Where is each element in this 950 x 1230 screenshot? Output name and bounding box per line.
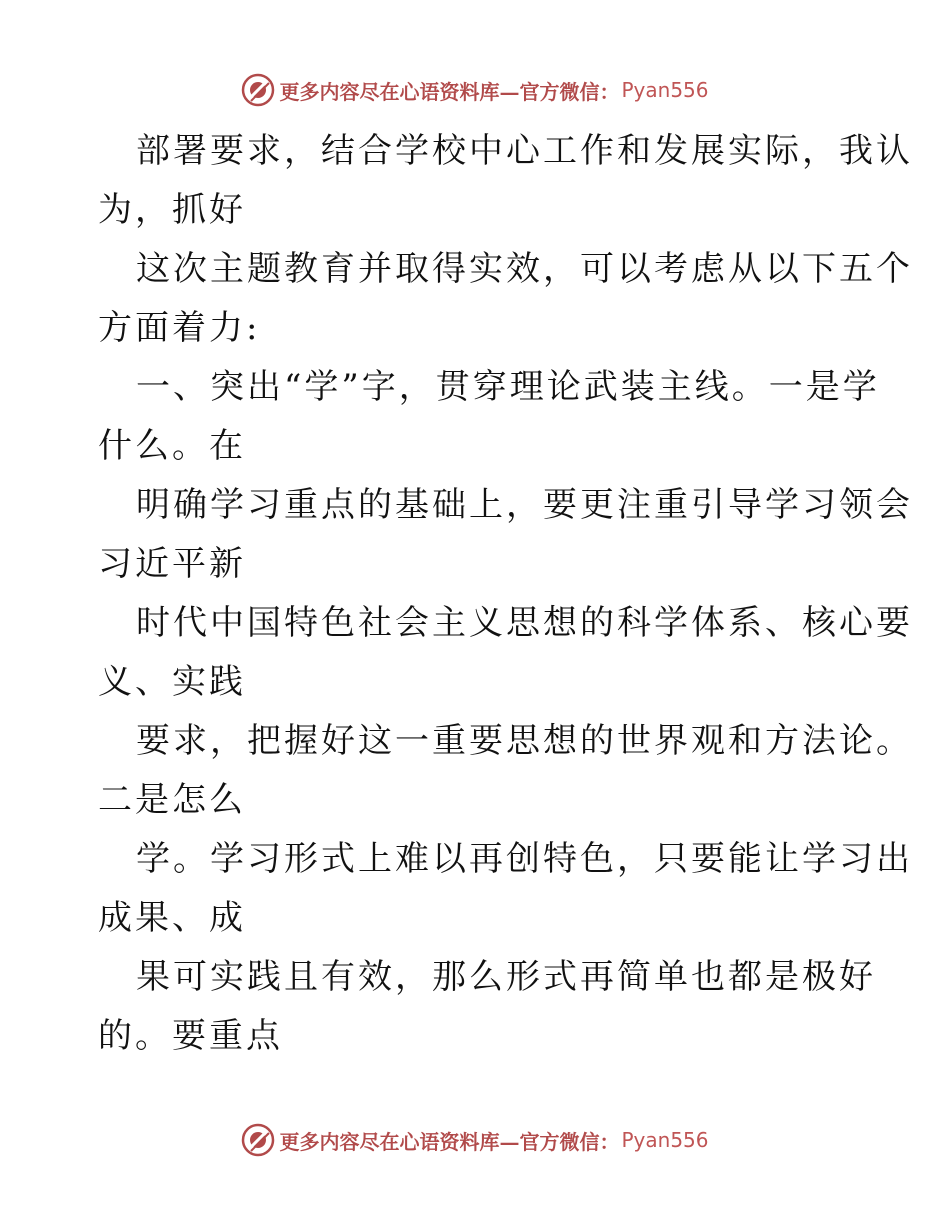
banner-wechat-id: Pyan556: [621, 78, 709, 102]
text-line: 成果、成: [98, 898, 246, 938]
text-line: 习近平新: [98, 544, 246, 584]
text-line: 要求，把握好这一重要思想的世界观和方法论。: [136, 721, 913, 761]
text-line: 果可实践且有效，那么形式再简单也都是极好: [136, 957, 876, 997]
footer-banner: [0, 1120, 950, 1160]
header-banner: [0, 70, 950, 110]
banner-wechat-id: Pyan556: [621, 1128, 709, 1152]
banner-text: 更多内容尽在心语资料库—官方微信：: [279, 1129, 620, 1154]
text-line: 部署要求，结合学校中心工作和发展实际，我认: [136, 131, 913, 171]
document-body: [98, 122, 913, 1066]
logo-icon: [241, 73, 275, 107]
text-line: 方面着力:: [98, 308, 261, 348]
text-line: 一、突出“学”字，贯穿理论武装主线。一是学: [136, 367, 880, 407]
text-line: 时代中国特色社会主义思想的科学体系、核心要: [136, 603, 913, 643]
text-line: 义、实践: [98, 662, 246, 702]
text-line: 什么。在: [98, 426, 246, 466]
text-line: 这次主题教育并取得实效，可以考虑从以下五个: [136, 249, 913, 289]
banner-text: 更多内容尽在心语资料库—官方微信：: [279, 79, 620, 104]
logo-icon: [241, 1123, 275, 1157]
text-line: 为，抓好: [98, 190, 246, 230]
text-line: 的。要重点: [98, 1016, 283, 1056]
text-line: 二是怎么: [98, 780, 246, 820]
text-line: 明确学习重点的基础上，要更注重引导学习领会: [136, 485, 913, 525]
text-line: 学。学习形式上难以再创特色，只要能让学习出: [136, 839, 913, 879]
